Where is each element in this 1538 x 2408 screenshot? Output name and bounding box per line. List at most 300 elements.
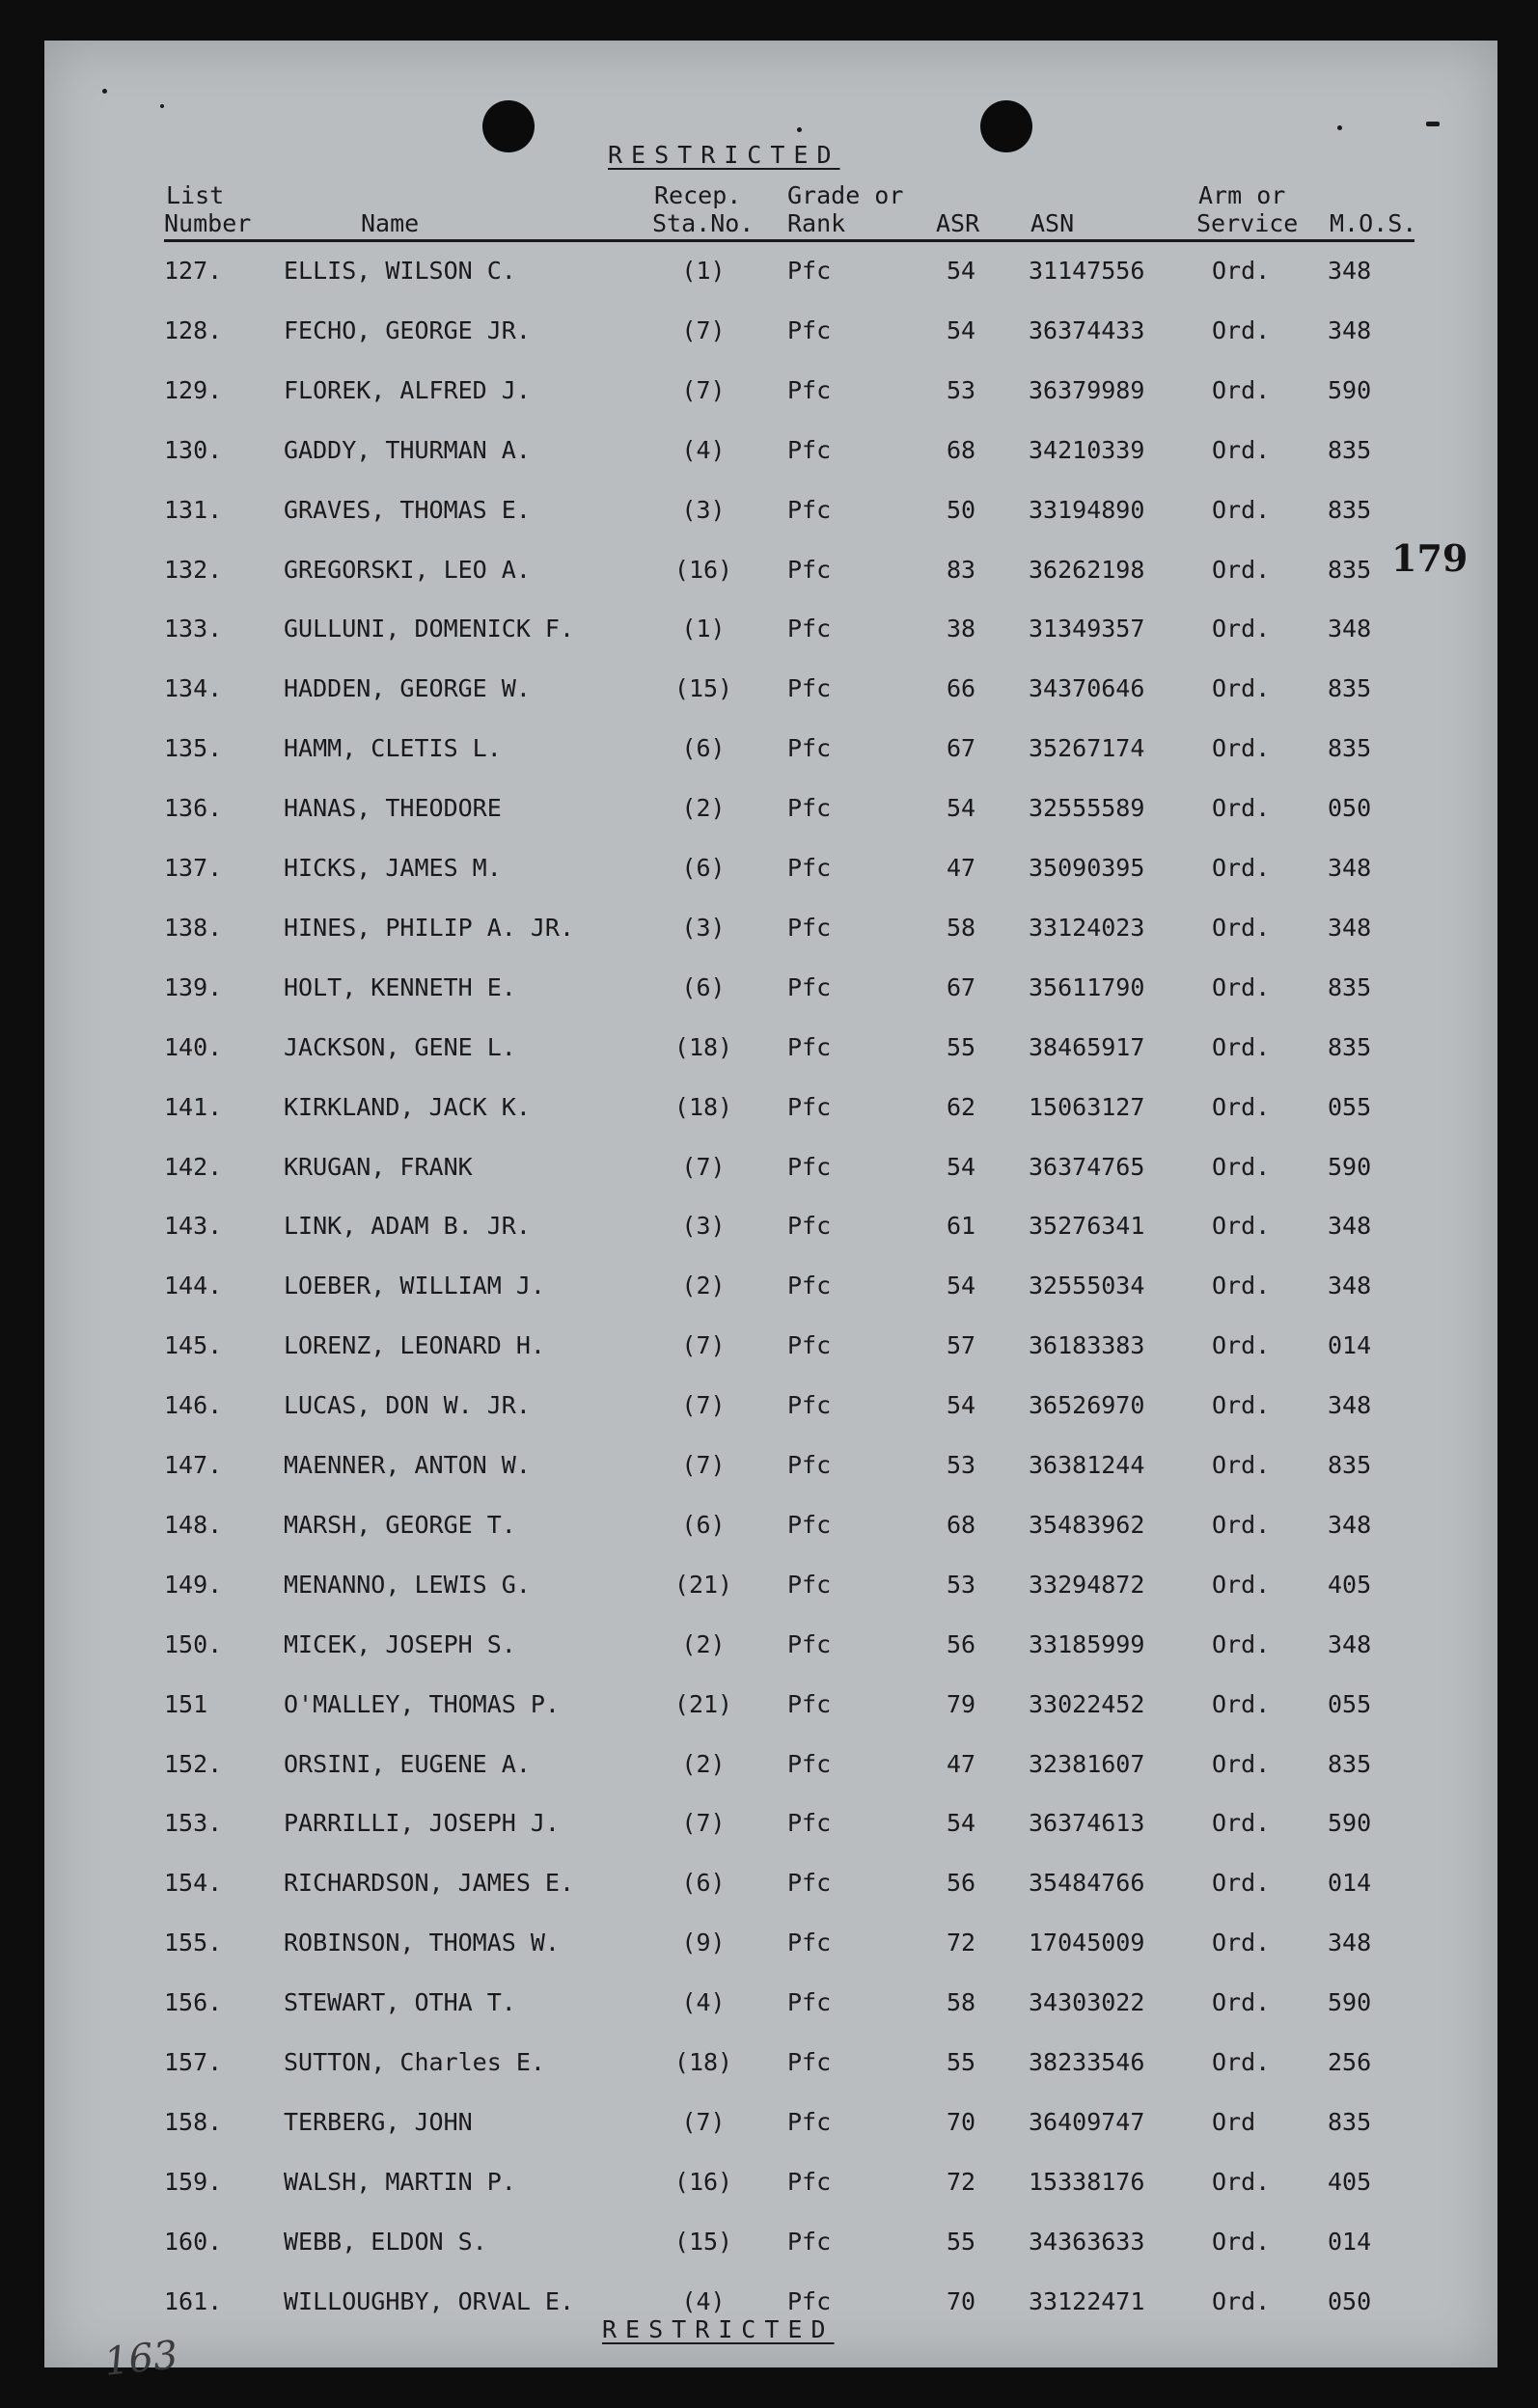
cell-arm: Ord. <box>1212 1749 1271 1778</box>
cell-name: HADDEN, GEORGE W. <box>284 674 531 703</box>
cell-asr: 38 <box>946 615 976 643</box>
cell-grade: Pfc <box>787 734 832 763</box>
cell-grade: Pfc <box>787 1092 832 1121</box>
cell-sta: (7) <box>681 1391 726 1420</box>
cell-name: LINK, ADAM B. JR. <box>284 1212 531 1241</box>
cell-asn: 33122471 <box>1029 2286 1145 2315</box>
cell-list: 143. <box>164 1212 223 1241</box>
cell-name: SUTTON, Charles E. <box>284 2048 545 2076</box>
cell-sta: (15) <box>673 2227 733 2256</box>
cell-grade: Pfc <box>787 1749 832 1778</box>
cell-sta: (1) <box>681 257 726 285</box>
cell-asr: 50 <box>946 495 976 524</box>
cell-arm: Ord. <box>1212 1510 1271 1539</box>
table-row <box>44 1809 1497 1847</box>
cell-asr: 55 <box>946 1032 976 1061</box>
cell-mos: 050 <box>1328 794 1372 823</box>
cell-name: MICEK, JOSEPH S. <box>284 1629 516 1658</box>
cell-sta: (18) <box>673 1032 733 1061</box>
cell-name: HICKS, JAMES M. <box>284 854 502 882</box>
cell-arm: Ord. <box>1212 2227 1271 2256</box>
cell-asn: 38233546 <box>1029 2048 1145 2076</box>
cell-list: 136. <box>164 794 223 823</box>
cell-mos: 835 <box>1328 1451 1372 1479</box>
cell-asn: 15338176 <box>1029 2167 1145 2196</box>
cell-arm: Ord. <box>1212 1272 1271 1300</box>
cell-mos: 348 <box>1328 1391 1372 1420</box>
cell-grade: Pfc <box>787 1809 832 1838</box>
cell-asn: 33294872 <box>1029 1570 1145 1599</box>
cell-arm: Ord. <box>1212 1032 1271 1061</box>
cell-list: 137. <box>164 854 223 882</box>
cell-sta: (3) <box>681 1212 726 1241</box>
cell-name: GRAVES, THOMAS E. <box>284 495 531 524</box>
cell-asn: 34363633 <box>1029 2227 1145 2256</box>
cell-list: 149. <box>164 1570 223 1599</box>
cell-arm: Ord. <box>1212 495 1271 524</box>
cell-mos: 014 <box>1328 1331 1372 1360</box>
cell-sta: (7) <box>681 1152 726 1181</box>
cell-arm: Ord. <box>1212 1152 1271 1181</box>
table-row <box>44 556 1497 594</box>
restricted-footer-label: RESTRICTED <box>602 2315 835 2343</box>
cell-sta: (6) <box>681 854 726 882</box>
cell-asn: 34210339 <box>1029 435 1145 464</box>
cell-mos: 835 <box>1328 555 1372 584</box>
cell-name: JACKSON, GENE L. <box>284 1032 516 1061</box>
cell-asr: 61 <box>946 1212 976 1241</box>
cell-name: HAMM, CLETIS L. <box>284 734 502 763</box>
cell-list: 142. <box>164 1152 223 1181</box>
cell-sta: (7) <box>681 375 726 404</box>
cell-asn: 31349357 <box>1029 615 1145 643</box>
cell-asn: 33194890 <box>1029 495 1145 524</box>
punch-hole <box>482 100 535 152</box>
cell-list: 150. <box>164 1629 223 1658</box>
cell-list: 134. <box>164 674 223 703</box>
cell-mos: 835 <box>1328 972 1372 1001</box>
cell-mos: 348 <box>1328 854 1372 882</box>
table-row <box>44 1929 1497 1967</box>
table-row <box>44 2228 1497 2266</box>
cell-mos: 055 <box>1328 1689 1372 1718</box>
cell-arm: Ord. <box>1212 1629 1271 1658</box>
cell-grade: Pfc <box>787 257 832 285</box>
cell-asr: 54 <box>946 1152 976 1181</box>
table-row <box>44 1391 1497 1430</box>
cell-mos: 590 <box>1328 375 1372 404</box>
col-header-sta-2: Sta.No. <box>652 209 755 237</box>
table-row <box>44 854 1497 892</box>
cell-arm: Ord. <box>1212 2167 1271 2196</box>
cell-asr: 54 <box>946 1809 976 1838</box>
col-header-asn: ASN <box>1030 209 1075 237</box>
cell-mos: 835 <box>1328 674 1372 703</box>
col-header-mos: M.O.S. <box>1330 209 1417 237</box>
cell-grade: Pfc <box>787 1451 832 1479</box>
table-row <box>44 794 1497 833</box>
cell-list: 158. <box>164 2107 223 2136</box>
cell-list: 146. <box>164 1391 223 1420</box>
cell-mos: 055 <box>1328 1092 1372 1121</box>
cell-mos: 835 <box>1328 1749 1372 1778</box>
table-row <box>44 257 1497 295</box>
cell-name: TERBERG, JOHN <box>284 2107 473 2136</box>
cell-list: 159. <box>164 2167 223 2196</box>
cell-mos: 256 <box>1328 2048 1372 2076</box>
cell-sta: (3) <box>681 495 726 524</box>
cell-grade: Pfc <box>787 1272 832 1300</box>
cell-arm: Ord. <box>1212 315 1271 344</box>
cell-asr: 47 <box>946 1749 976 1778</box>
cell-arm: Ord. <box>1212 2048 1271 2076</box>
cell-mos: 835 <box>1328 495 1372 524</box>
cell-mos: 014 <box>1328 2227 1372 2256</box>
header-underline <box>164 239 1414 242</box>
cell-list: 151 <box>164 1689 208 1718</box>
table-row <box>44 496 1497 534</box>
cell-list: 133. <box>164 615 223 643</box>
cell-sta: (16) <box>673 555 733 584</box>
cell-sta: (6) <box>681 1869 726 1898</box>
cell-arm: Ord. <box>1212 674 1271 703</box>
cell-name: FLOREK, ALFRED J. <box>284 375 531 404</box>
cell-grade: Pfc <box>787 1391 832 1420</box>
cell-sta: (7) <box>681 1809 726 1838</box>
col-header-sta-1: Recep. <box>654 181 742 209</box>
col-header-asr: ASR <box>936 209 980 237</box>
cell-arm: Ord. <box>1212 257 1271 285</box>
cell-sta: (3) <box>681 913 726 942</box>
cell-arm: Ord. <box>1212 972 1271 1001</box>
table-row <box>44 1272 1497 1310</box>
cell-mos: 348 <box>1328 1629 1372 1658</box>
cell-mos: 590 <box>1328 1152 1372 1181</box>
cell-name: WALSH, MARTIN P. <box>284 2167 516 2196</box>
cell-list: 155. <box>164 1929 223 1957</box>
cell-name: LUCAS, DON W. JR. <box>284 1391 531 1420</box>
cell-grade: Pfc <box>787 972 832 1001</box>
cell-name: MAENNER, ANTON W. <box>284 1451 531 1479</box>
table-row <box>44 376 1497 415</box>
table-row <box>44 1690 1497 1729</box>
cell-asn: 31147556 <box>1029 257 1145 285</box>
cell-asr: 83 <box>946 555 976 584</box>
cell-sta: (18) <box>673 1092 733 1121</box>
cell-list: 127. <box>164 257 223 285</box>
speck-mark <box>797 127 802 132</box>
cell-arm: Ord <box>1212 2107 1256 2136</box>
cell-asn: 35611790 <box>1029 972 1145 1001</box>
cell-mos: 348 <box>1328 913 1372 942</box>
cell-asr: 68 <box>946 435 976 464</box>
cell-grade: Pfc <box>787 1988 832 2017</box>
cell-list: 154. <box>164 1869 223 1898</box>
cell-arm: Ord. <box>1212 794 1271 823</box>
cell-sta: (6) <box>681 1510 726 1539</box>
cell-asr: 54 <box>946 1391 976 1420</box>
speck-mark <box>1337 125 1342 130</box>
cell-list: 153. <box>164 1809 223 1838</box>
cell-asn: 35090395 <box>1029 854 1145 882</box>
cell-sta: (18) <box>673 2048 733 2076</box>
cell-grade: Pfc <box>787 854 832 882</box>
cell-asr: 67 <box>946 734 976 763</box>
cell-list: 156. <box>164 1988 223 2017</box>
table-row <box>44 674 1497 713</box>
cell-name: FECHO, GEORGE JR. <box>284 315 531 344</box>
cell-arm: Ord. <box>1212 435 1271 464</box>
cell-name: ORSINI, EUGENE A. <box>284 1749 531 1778</box>
cell-grade: Pfc <box>787 1510 832 1539</box>
cell-grade: Pfc <box>787 1869 832 1898</box>
cell-sta: (9) <box>681 1929 726 1957</box>
cell-sta: (21) <box>673 1689 733 1718</box>
cell-list: 135. <box>164 734 223 763</box>
cell-arm: Ord. <box>1212 1092 1271 1121</box>
cell-arm: Ord. <box>1212 2286 1271 2315</box>
cell-grade: Pfc <box>787 1929 832 1957</box>
cell-name: LOEBER, WILLIAM J. <box>284 1272 545 1300</box>
cell-grade: Pfc <box>787 615 832 643</box>
cell-asr: 55 <box>946 2227 976 2256</box>
cell-asr: 54 <box>946 257 976 285</box>
cell-asn: 33185999 <box>1029 1629 1145 1658</box>
col-header-arm-2: Service <box>1196 209 1299 237</box>
cell-list: 144. <box>164 1272 223 1300</box>
cell-asr: 56 <box>946 1629 976 1658</box>
cell-mos: 590 <box>1328 1809 1372 1838</box>
cell-asr: 70 <box>946 2107 976 2136</box>
cell-grade: Pfc <box>787 913 832 942</box>
cell-asr: 57 <box>946 1331 976 1360</box>
cell-asr: 47 <box>946 854 976 882</box>
table-row <box>44 1093 1497 1132</box>
table-row <box>44 1750 1497 1789</box>
cell-sta: (21) <box>673 1570 733 1599</box>
cell-name: HOLT, KENNETH E. <box>284 972 516 1001</box>
cell-asn: 36409747 <box>1029 2107 1145 2136</box>
cell-arm: Ord. <box>1212 1331 1271 1360</box>
cell-list: 147. <box>164 1451 223 1479</box>
table-row <box>44 1331 1497 1370</box>
cell-name: WILLOUGHBY, ORVAL E. <box>284 2286 575 2315</box>
cell-asr: 66 <box>946 674 976 703</box>
cell-asr: 67 <box>946 972 976 1001</box>
cell-name: GREGORSKI, LEO A. <box>284 555 531 584</box>
cell-asn: 36379989 <box>1029 375 1145 404</box>
cell-mos: 835 <box>1328 734 1372 763</box>
cell-sta: (7) <box>681 1451 726 1479</box>
cell-mos: 405 <box>1328 1570 1372 1599</box>
cell-name: HANAS, THEODORE <box>284 794 502 823</box>
col-header-grade-1: Grade or <box>787 181 904 209</box>
cell-mos: 348 <box>1328 1212 1372 1241</box>
cell-list: 128. <box>164 315 223 344</box>
cell-name: ELLIS, WILSON C. <box>284 257 516 285</box>
table-row <box>44 436 1497 475</box>
cell-asn: 36374613 <box>1029 1809 1145 1838</box>
cell-name: PARRILLI, JOSEPH J. <box>284 1809 560 1838</box>
cell-grade: Pfc <box>787 794 832 823</box>
cell-asn: 35276341 <box>1029 1212 1145 1241</box>
cell-asn: 36183383 <box>1029 1331 1145 1360</box>
cell-list: 152. <box>164 1749 223 1778</box>
cell-grade: Pfc <box>787 1032 832 1061</box>
cell-name: MARSH, GEORGE T. <box>284 1510 516 1539</box>
cell-list: 145. <box>164 1331 223 1360</box>
cell-arm: Ord. <box>1212 734 1271 763</box>
document-page <box>44 41 1497 2385</box>
cell-asr: 54 <box>946 315 976 344</box>
cell-asn: 34303022 <box>1029 1988 1145 2017</box>
cell-name: GADDY, THURMAN A. <box>284 435 531 464</box>
cell-grade: Pfc <box>787 1331 832 1360</box>
cell-arm: Ord. <box>1212 1929 1271 1957</box>
cell-mos: 835 <box>1328 435 1372 464</box>
table-row <box>44 1630 1497 1669</box>
table-row <box>44 1153 1497 1191</box>
cell-arm: Ord. <box>1212 1689 1271 1718</box>
cell-sta: (2) <box>681 1749 726 1778</box>
cell-grade: Pfc <box>787 2167 832 2196</box>
cell-asr: 62 <box>946 1092 976 1121</box>
cell-arm: Ord. <box>1212 555 1271 584</box>
cell-arm: Ord. <box>1212 1391 1271 1420</box>
table-row <box>44 1869 1497 1907</box>
cell-asn: 33022452 <box>1029 1689 1145 1718</box>
cell-sta: (2) <box>681 1629 726 1658</box>
speck-mark <box>102 89 107 94</box>
table-row <box>44 615 1497 653</box>
cell-mos: 014 <box>1328 1869 1372 1898</box>
cell-arm: Ord. <box>1212 375 1271 404</box>
cell-asn: 36262198 <box>1029 555 1145 584</box>
cell-asr: 68 <box>946 1510 976 1539</box>
cell-grade: Pfc <box>787 1570 832 1599</box>
cell-grade: Pfc <box>787 1152 832 1181</box>
cell-name: RICHARDSON, JAMES E. <box>284 1869 575 1898</box>
cell-asr: 79 <box>946 1689 976 1718</box>
cell-list: 139. <box>164 972 223 1001</box>
cell-asn: 35267174 <box>1029 734 1145 763</box>
table-row <box>44 973 1497 1012</box>
cell-sta: (15) <box>673 674 733 703</box>
speck-mark <box>160 104 164 108</box>
cell-asr: 72 <box>946 2167 976 2196</box>
cell-mos: 835 <box>1328 1032 1372 1061</box>
cell-list: 160. <box>164 2227 223 2256</box>
cell-sta: (6) <box>681 972 726 1001</box>
cell-asr: 53 <box>946 1451 976 1479</box>
cell-asn: 32555589 <box>1029 794 1145 823</box>
cell-asn: 34370646 <box>1029 674 1145 703</box>
page-number-stamp: 179 <box>1391 536 1469 580</box>
table-row <box>44 1212 1497 1250</box>
cell-arm: Ord. <box>1212 854 1271 882</box>
cell-asn: 33124023 <box>1029 913 1145 942</box>
cell-grade: Pfc <box>787 1629 832 1658</box>
cell-sta: (4) <box>681 435 726 464</box>
cell-sta: (4) <box>681 2286 726 2315</box>
cell-arm: Ord. <box>1212 1451 1271 1479</box>
cell-arm: Ord. <box>1212 1809 1271 1838</box>
cell-list: 148. <box>164 1510 223 1539</box>
cell-asr: 58 <box>946 1988 976 2017</box>
cell-grade: Pfc <box>787 495 832 524</box>
table-row <box>44 1451 1497 1490</box>
cell-sta: (7) <box>681 1331 726 1360</box>
cell-mos: 590 <box>1328 1988 1372 2017</box>
cell-mos: 835 <box>1328 2107 1372 2136</box>
cell-name: GULLUNI, DOMENICK F. <box>284 615 575 643</box>
table-row <box>44 1571 1497 1609</box>
cell-list: 130. <box>164 435 223 464</box>
cell-grade: Pfc <box>787 2107 832 2136</box>
cell-asr: 53 <box>946 1570 976 1599</box>
cell-sta: (16) <box>673 2167 733 2196</box>
cell-grade: Pfc <box>787 2227 832 2256</box>
cell-name: ROBINSON, THOMAS W. <box>284 1929 560 1957</box>
cell-sta: (6) <box>681 734 726 763</box>
cell-arm: Ord. <box>1212 1212 1271 1241</box>
col-header-list-2: Number <box>164 209 252 237</box>
table-row <box>44 914 1497 952</box>
cell-grade: Pfc <box>787 2286 832 2315</box>
col-header-name: Name <box>361 209 420 237</box>
table-row <box>44 2108 1497 2147</box>
table-row <box>44 2048 1497 2087</box>
cell-mos: 348 <box>1328 257 1372 285</box>
cell-mos: 348 <box>1328 1272 1372 1300</box>
col-header-grade-2: Rank <box>787 209 846 237</box>
cell-asn: 32381607 <box>1029 1749 1145 1778</box>
table-row <box>44 734 1497 773</box>
cell-asn: 36374433 <box>1029 315 1145 344</box>
cell-mos: 405 <box>1328 2167 1372 2196</box>
cell-sta: (7) <box>681 2107 726 2136</box>
cell-grade: Pfc <box>787 555 832 584</box>
cell-asn: 17045009 <box>1029 1929 1145 1957</box>
cell-arm: Ord. <box>1212 1988 1271 2017</box>
punch-hole <box>980 100 1032 152</box>
cell-asn: 38465917 <box>1029 1032 1145 1061</box>
cell-arm: Ord. <box>1212 1570 1271 1599</box>
cell-list: 132. <box>164 555 223 584</box>
cell-list: 140. <box>164 1032 223 1061</box>
cell-asn: 36374765 <box>1029 1152 1145 1181</box>
cell-name: LORENZ, LEONARD H. <box>284 1331 545 1360</box>
cell-sta: (2) <box>681 1272 726 1300</box>
cell-asr: 55 <box>946 2048 976 2076</box>
cell-list: 131. <box>164 495 223 524</box>
cell-arm: Ord. <box>1212 1869 1271 1898</box>
cell-grade: Pfc <box>787 375 832 404</box>
cell-asr: 72 <box>946 1929 976 1957</box>
cell-list: 129. <box>164 375 223 404</box>
cell-asr: 58 <box>946 913 976 942</box>
cell-asn: 15063127 <box>1029 1092 1145 1121</box>
table-row <box>44 1988 1497 2027</box>
cell-name: KRUGAN, FRANK <box>284 1152 473 1181</box>
cell-name: WEBB, ELDON S. <box>284 2227 487 2256</box>
cell-name: HINES, PHILIP A. JR. <box>284 913 575 942</box>
cell-name: KIRKLAND, JACK K. <box>284 1092 531 1121</box>
cell-list: 161. <box>164 2286 223 2315</box>
handwritten-note: 163 <box>101 2333 180 2385</box>
cell-asn: 36526970 <box>1029 1391 1145 1420</box>
cell-sta: (4) <box>681 1988 726 2017</box>
